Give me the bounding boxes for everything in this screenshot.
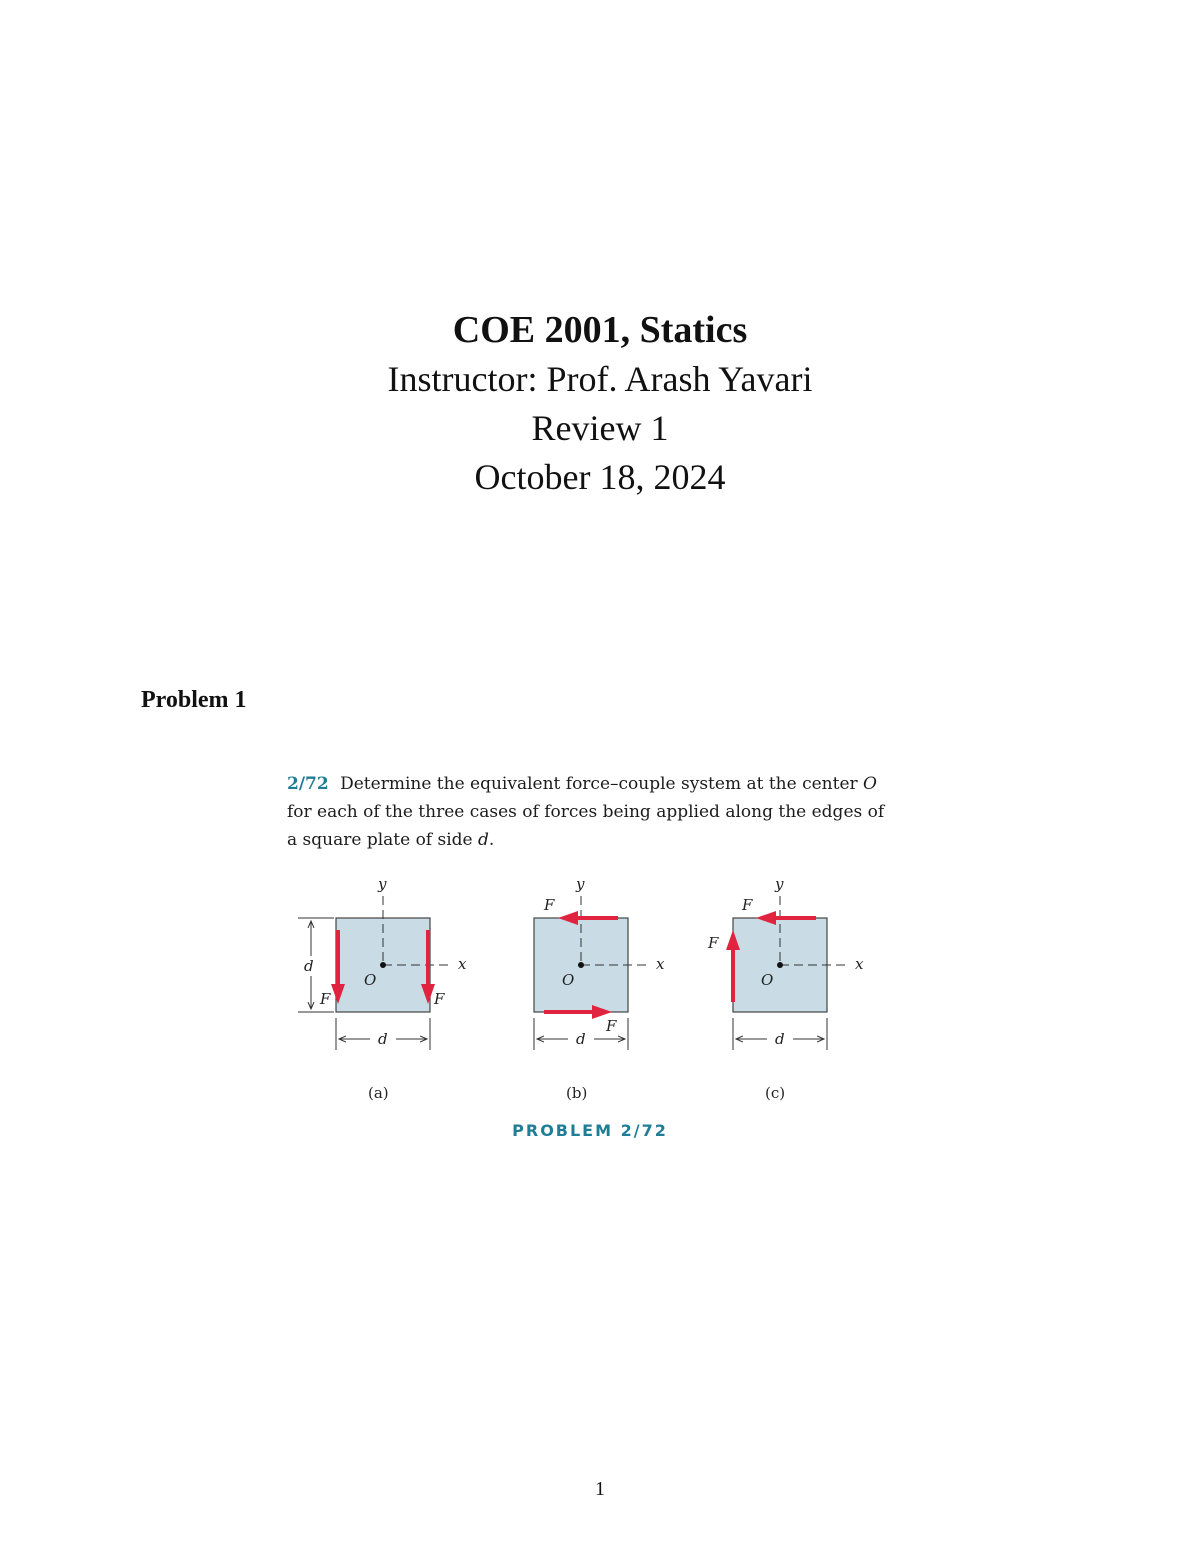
problem-number: 2/72 — [287, 774, 329, 794]
x-label-c: x — [855, 955, 864, 973]
course-title: COE 2001, Statics — [452, 309, 748, 351]
review-line: Review 1 — [531, 408, 669, 448]
y-label-b: y — [576, 875, 585, 893]
problem-text-part2: for each of the three cases of forces being applied along the edges of a square plate of side — [287, 802, 885, 850]
x-label-b: x — [656, 955, 665, 973]
center-label-b: O — [562, 971, 575, 989]
page-number: 1 — [595, 1478, 605, 1500]
panel-caption-c: (c) — [765, 1084, 786, 1102]
dim-label-horizontal-b: d — [576, 1030, 586, 1048]
force-label-a-left: F — [320, 990, 331, 1008]
force-label-b-top: F — [544, 896, 555, 914]
force-label-c-left: F — [708, 934, 719, 952]
panel-b — [534, 875, 665, 1102]
side-variable: d — [478, 830, 489, 850]
problem-statement — [287, 770, 897, 854]
force-label-a-right: F — [434, 990, 445, 1008]
center-label-c: O — [761, 971, 774, 989]
panel-c — [707, 875, 864, 1102]
center-label-a: O — [364, 971, 377, 989]
problem-figure — [280, 868, 900, 1148]
center-point-b — [578, 962, 584, 968]
force-label-c-top: F — [742, 896, 753, 914]
problem-text-end: . — [488, 830, 495, 850]
problem-text-part1: Determine the equivalent force–couple system at the center — [340, 774, 858, 794]
problem-heading: Problem 1 — [141, 687, 247, 713]
figure-svg — [280, 868, 900, 1148]
figure-caption: PROBLEM 2/72 — [512, 1121, 668, 1140]
panel-caption-a: (a) — [368, 1084, 389, 1102]
center-point-c — [777, 962, 783, 968]
center-variable: O — [863, 774, 877, 794]
panel-caption-b: (b) — [566, 1084, 588, 1102]
y-label-c: y — [775, 875, 784, 893]
panel-a — [298, 875, 467, 1102]
y-label-a: y — [378, 875, 387, 893]
dim-label-vertical-a: d — [304, 957, 314, 975]
dim-label-horizontal-a: d — [378, 1030, 388, 1048]
x-label-a: x — [458, 955, 467, 973]
date-line: October 18, 2024 — [474, 457, 726, 497]
title-block — [0, 305, 1200, 502]
instructor-line: Instructor: Prof. Arash Yavari — [387, 359, 813, 399]
dim-label-horizontal-c: d — [775, 1030, 785, 1048]
force-label-b-bottom: F — [606, 1017, 617, 1035]
center-point-a — [380, 962, 386, 968]
